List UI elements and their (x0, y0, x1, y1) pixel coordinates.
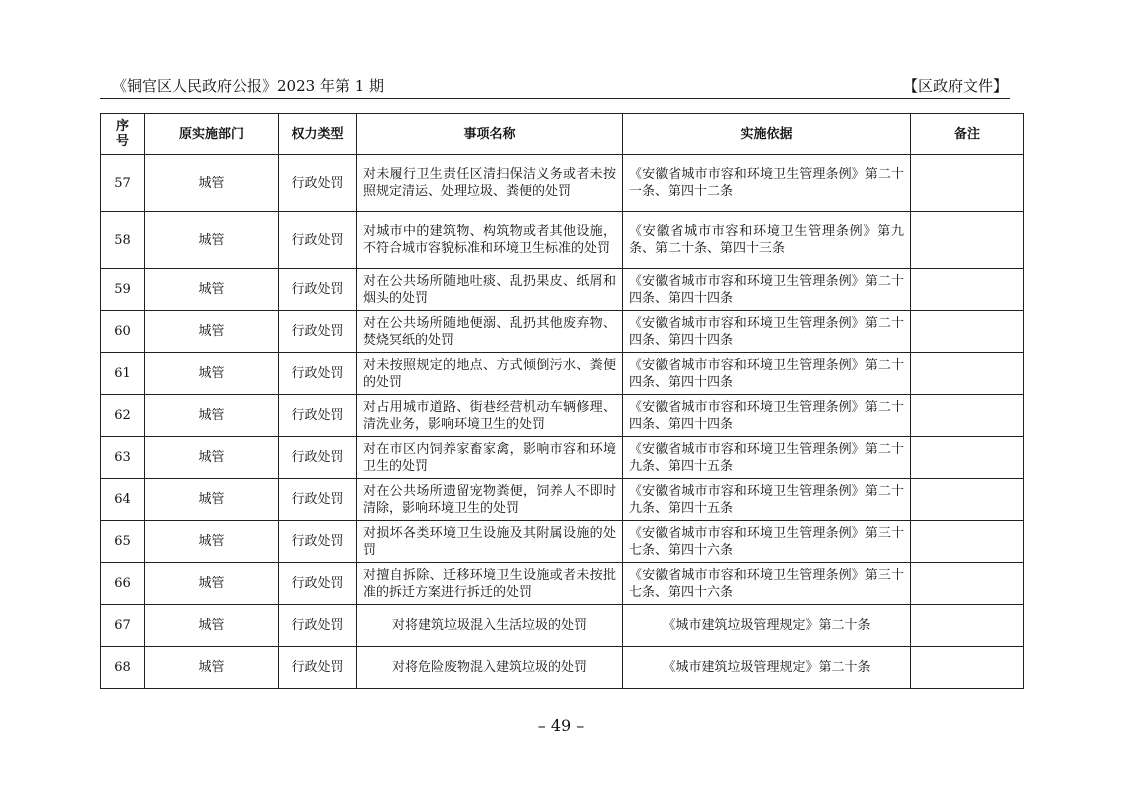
cell-item: 对将危险废物混入建筑垃圾的处罚 (357, 647, 623, 689)
table-row (101, 521, 1024, 563)
cell-note (911, 353, 1024, 395)
column-header-type: 权力类型 (279, 114, 357, 155)
page-number: – 49 – (537, 716, 585, 735)
power-list-table (100, 113, 1024, 689)
cell-basis: 《安徽省城市市容和环境卫生管理条例》第二十四条、第四十四条 (623, 395, 911, 437)
cell-dept: 城管 (145, 311, 279, 353)
cell-basis: 《安徽省城市市容和环境卫生管理条例》第三十七条、第四十六条 (623, 521, 911, 563)
cell-type: 行政处罚 (279, 353, 357, 395)
cell-basis: 《安徽省城市市容和环境卫生管理条例》第二十九条、第四十五条 (623, 437, 911, 479)
cell-note (911, 155, 1024, 212)
cell-dept: 城管 (145, 437, 279, 479)
table-row (101, 212, 1024, 269)
cell-note (911, 647, 1024, 689)
cell-basis: 《安徽省城市市容和环境卫生管理条例》第二十一条、第四十二条 (623, 155, 911, 212)
column-header-dept: 原实施部门 (145, 114, 279, 155)
cell-dept: 城管 (145, 353, 279, 395)
cell-basis: 《安徽省城市市容和环境卫生管理条例》第二十四条、第四十四条 (623, 311, 911, 353)
table-row (101, 269, 1024, 311)
cell-no: 67 (101, 605, 145, 647)
cell-item: 对占用城市道路、街巷经营机动车辆修理、清洗业务，影响环境卫生的处罚 (357, 395, 623, 437)
cell-item: 对在公共场所遗留宠物粪便，饲养人不即时清除，影响环境卫生的处罚 (357, 479, 623, 521)
cell-no: 58 (101, 212, 145, 269)
cell-note (911, 563, 1024, 605)
cell-item: 对未履行卫生责任区清扫保洁义务或者未按照规定清运、处理垃圾、粪便的处罚 (357, 155, 623, 212)
table-row (101, 155, 1024, 212)
cell-basis: 《城市建筑垃圾管理规定》第二十条 (623, 647, 911, 689)
cell-type: 行政处罚 (279, 437, 357, 479)
cell-dept: 城管 (145, 521, 279, 563)
cell-item: 对擅自拆除、迁移环境卫生设施或者未按批准的拆迁方案进行拆迁的处罚 (357, 563, 623, 605)
cell-note (911, 269, 1024, 311)
cell-no: 62 (101, 395, 145, 437)
cell-item: 对在公共场所随地吐痰、乱扔果皮、纸屑和烟头的处罚 (357, 269, 623, 311)
cell-item: 对损坏各类环境卫生设施及其附属设施的处罚 (357, 521, 623, 563)
cell-note (911, 437, 1024, 479)
table-row (101, 311, 1024, 353)
cell-item: 对未按照规定的地点、方式倾倒污水、粪便的处罚 (357, 353, 623, 395)
page-header (100, 76, 1010, 99)
cell-note (911, 311, 1024, 353)
cell-dept: 城管 (145, 479, 279, 521)
table-row (101, 563, 1024, 605)
cell-no: 60 (101, 311, 145, 353)
cell-no: 57 (101, 155, 145, 212)
table-row (101, 353, 1024, 395)
cell-note (911, 605, 1024, 647)
cell-type: 行政处罚 (279, 155, 357, 212)
cell-type: 行政处罚 (279, 395, 357, 437)
cell-no: 66 (101, 563, 145, 605)
table-row (101, 479, 1024, 521)
cell-note (911, 212, 1024, 269)
cell-basis: 《安徽省城市市容和环境卫生管理条例》第二十九条、第四十五条 (623, 479, 911, 521)
cell-dept: 城管 (145, 605, 279, 647)
column-header-no: 序号 (101, 114, 145, 155)
cell-basis: 《安徽省城市市容和环境卫生管理条例》第九条、第二十条、第四十三条 (623, 212, 911, 269)
table-row (101, 647, 1024, 689)
cell-basis: 《安徽省城市市容和环境卫生管理条例》第二十四条、第四十四条 (623, 269, 911, 311)
cell-type: 行政处罚 (279, 647, 357, 689)
cell-no: 68 (101, 647, 145, 689)
cell-type: 行政处罚 (279, 521, 357, 563)
cell-type: 行政处罚 (279, 311, 357, 353)
table-row (101, 395, 1024, 437)
cell-no: 59 (101, 269, 145, 311)
cell-item: 对将建筑垃圾混入生活垃圾的处罚 (357, 605, 623, 647)
cell-no: 64 (101, 479, 145, 521)
cell-type: 行政处罚 (279, 479, 357, 521)
cell-note (911, 479, 1024, 521)
cell-dept: 城管 (145, 155, 279, 212)
cell-no: 61 (101, 353, 145, 395)
cell-item: 对城市中的建筑物、构筑物或者其他设施，不符合城市容貌标准和环境卫生标准的处罚 (357, 212, 623, 269)
column-header-item: 事项名称 (357, 114, 623, 155)
cell-type: 行政处罚 (279, 605, 357, 647)
cell-note (911, 521, 1024, 563)
cell-dept: 城管 (145, 563, 279, 605)
cell-item: 对在公共场所随地便溺、乱扔其他废弃物、焚烧冥纸的处罚 (357, 311, 623, 353)
column-header-basis: 实施依据 (623, 114, 911, 155)
cell-dept: 城管 (145, 395, 279, 437)
cell-basis: 《安徽省城市市容和环境卫生管理条例》第二十四条、第四十四条 (623, 353, 911, 395)
section-label: 【区政府文件】 (902, 77, 1008, 95)
cell-dept: 城管 (145, 269, 279, 311)
cell-no: 63 (101, 437, 145, 479)
table-row (101, 437, 1024, 479)
column-header-note: 备注 (911, 114, 1024, 155)
cell-dept: 城管 (145, 212, 279, 269)
cell-no: 65 (101, 521, 145, 563)
table-row (101, 605, 1024, 647)
table-header-row (101, 114, 1024, 155)
cell-note (911, 395, 1024, 437)
cell-type: 行政处罚 (279, 212, 357, 269)
cell-item: 对在市区内饲养家畜家禽，影响市容和环境卫生的处罚 (357, 437, 623, 479)
publication-title: 《铜官区人民政府公报》2023 年第 1 期 (112, 77, 385, 95)
cell-basis: 《安徽省城市市容和环境卫生管理条例》第三十七条、第四十六条 (623, 563, 911, 605)
cell-basis: 《城市建筑垃圾管理规定》第二十条 (623, 605, 911, 647)
cell-type: 行政处罚 (279, 563, 357, 605)
cell-type: 行政处罚 (279, 269, 357, 311)
cell-dept: 城管 (145, 647, 279, 689)
